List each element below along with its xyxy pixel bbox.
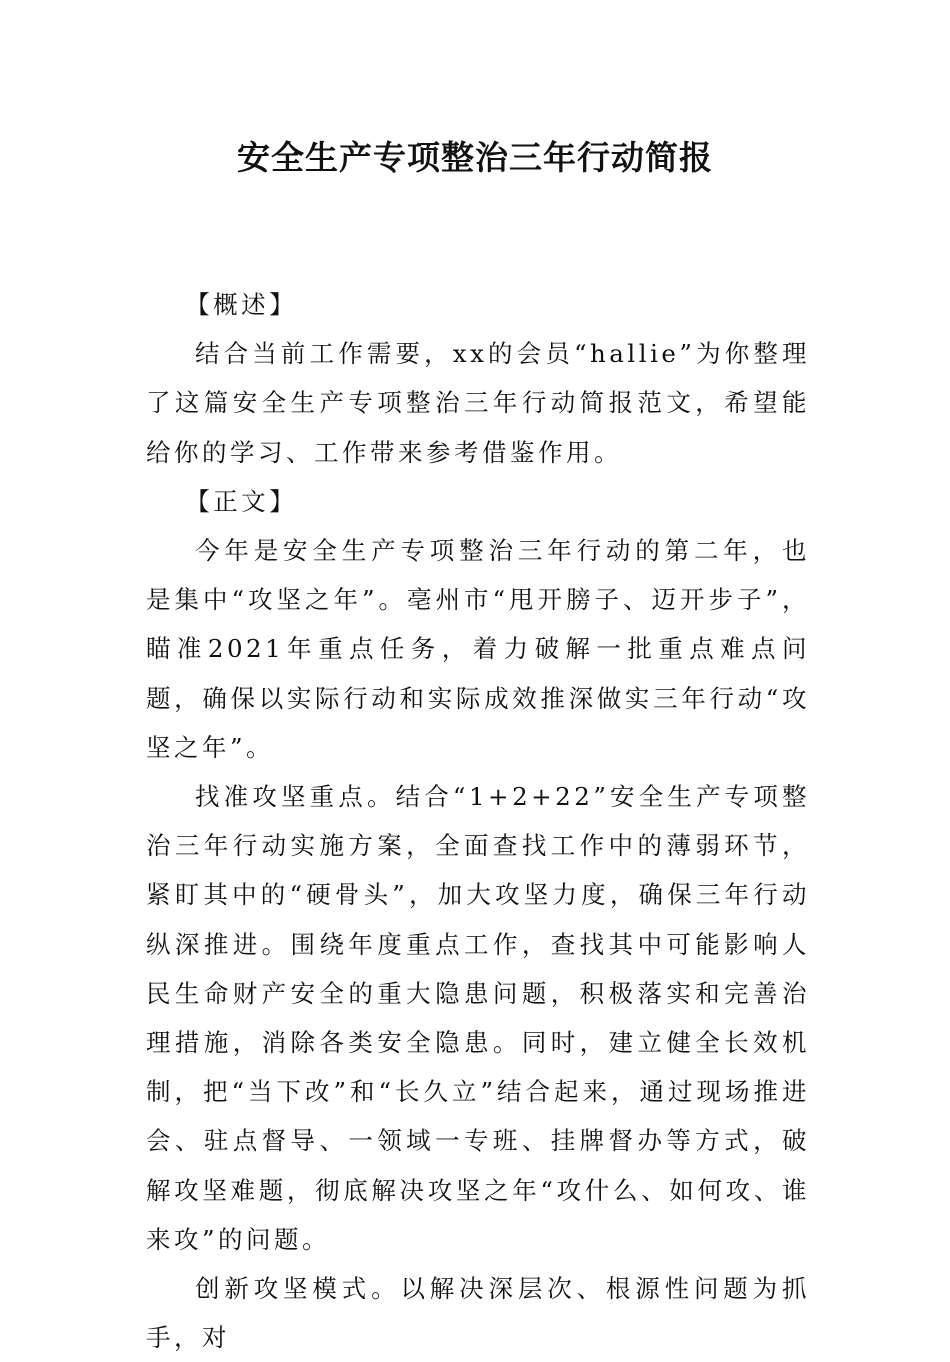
overview-paragraph: 结合当前工作需要，xx的会员“hallie”为你整理了这篇安全生产专项整治三年行动简报范文，希望能给你的学习、工作带来参考借鉴作用。 <box>146 339 810 467</box>
body-paragraph: 创新攻坚模式。以解决深层次、根源性问题为抓手，对 <box>146 1274 810 1353</box>
document-title: 安全生产专项整治三年行动简报 <box>237 138 713 177</box>
document-body <box>146 280 810 1362</box>
body-paragraph: 找准攻坚重点。结合“1+2+22”安全生产专项整治三年行动实施方案，全面查找工作中的薄弱环节，紧盯其中的“硬骨头”，加大攻坚力度，确保三年行动纵深推进。围绕年度重点工作，查找其中可能影响人民生命财产安全的重大隐患问题，积极落实和完善治理措施，消除各类安全隐患。同时，建立健全长效机制，把“当下改”和“长久立”结合起来，通过现场推进会、驻点督导、一领域一专班、挂牌督办等方式，破解攻坚难题，彻底解决攻坚之年“攻什么、如何攻、谁来攻”的问题。 <box>146 782 810 1254</box>
body-paragraph: 今年是安全生产专项整治三年行动的第二年，也是集中“攻坚之年”。亳州市“甩开膀子、迈开步子”，瞄准2021年重点任务，着力破解一批重点难点问题，确保以实际行动和实际成效推深做实三年行动“攻坚之年”。 <box>146 536 810 762</box>
overview-heading: 【概述】 <box>185 290 298 319</box>
body-heading: 【正文】 <box>185 486 298 516</box>
